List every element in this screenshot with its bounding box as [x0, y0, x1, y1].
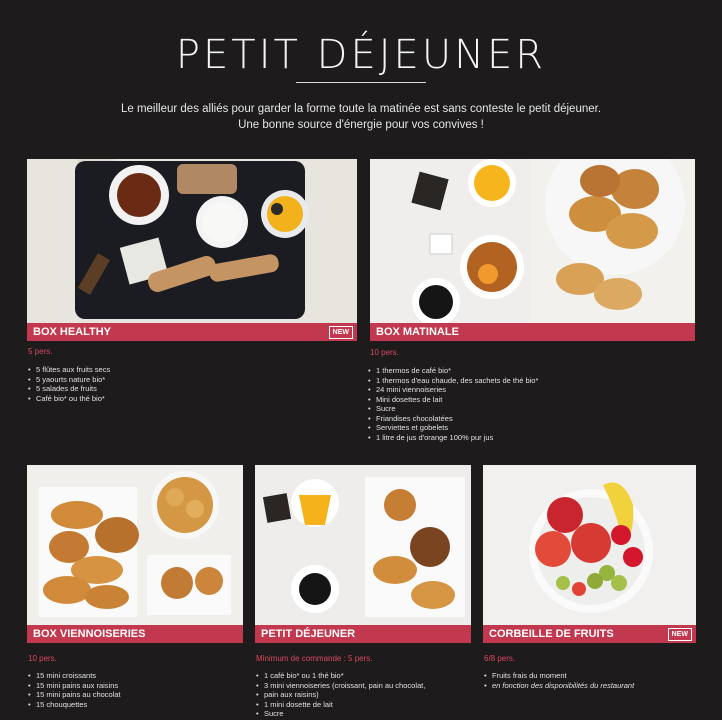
list-item: • 15 mini pains au chocolat	[27, 690, 243, 700]
list-item: • pain aux raisins)	[255, 690, 471, 700]
card-box-matinale[interactable]	[370, 159, 695, 341]
list-item: • 1 thermos d'eau chaude, des sachets de thé bio*	[367, 376, 697, 386]
list-item: • 15 mini pains aux raisins	[27, 681, 243, 691]
petit-dejeuner-image	[255, 465, 471, 625]
box-healthy-image	[27, 159, 357, 323]
card-box-healthy[interactable]	[27, 159, 357, 341]
list-item: • 5 flûtes aux fruits secs	[27, 365, 347, 375]
box-viennoiseries-items	[27, 671, 243, 709]
corbeille-items	[483, 671, 696, 690]
petit-dejeuner-photo	[255, 465, 471, 625]
list-item: • 1 mini dosette de lait	[255, 700, 471, 710]
list-item: • 15 mini croissants	[27, 671, 243, 681]
list-item: • Sucre	[255, 709, 471, 719]
title-underline	[296, 82, 426, 83]
list-item: • 1 thermos de café bio*	[367, 366, 697, 376]
intro-line-1: Le meilleur des alliés pour garder la forme toute la matinée est sans conteste le petit déjeuner.	[120, 103, 602, 115]
corbeille-title: CORBEILLE DE FRUITS	[489, 628, 614, 640]
petit-dejeuner-title: PETIT DÉJEUNER	[261, 628, 356, 640]
box-viennoiseries-photo	[27, 465, 243, 625]
box-viennoiseries-image	[27, 465, 243, 625]
corbeille-persons: 6/8 pers.	[484, 654, 516, 663]
box-healthy-persons: 5 pers.	[28, 347, 53, 356]
list-item: • 24 mini viennoiseries	[367, 385, 697, 395]
list-item: • Mini dosettes de lait	[367, 395, 697, 405]
card-corbeille-de-fruits[interactable]	[483, 465, 696, 643]
box-matinale-image	[370, 159, 695, 323]
intro-text	[60, 101, 662, 133]
list-item: • 15 chouquettes	[27, 700, 243, 710]
petit-dejeuner-banner	[255, 625, 471, 643]
list-item: • Sucre	[367, 404, 697, 414]
corbeille-image	[483, 465, 696, 625]
box-matinale-title: BOX MATINALE	[376, 326, 459, 338]
box-healthy-title: BOX HEALTHY	[33, 326, 112, 338]
box-matinale-photo	[370, 159, 695, 323]
list-item: • Café bio* ou thé bio*	[27, 394, 347, 404]
box-viennoiseries-title: BOX VIENNOISERIES	[33, 628, 146, 640]
new-badge: NEW	[329, 326, 353, 339]
box-matinale-persons: 10 pers.	[370, 348, 399, 357]
box-viennoiseries-banner	[27, 625, 243, 643]
box-matinale-banner	[370, 323, 695, 341]
corbeille-banner	[483, 625, 696, 643]
list-item: • en fonction des disponibilités du restaurant	[483, 681, 696, 691]
box-healthy-photo	[27, 159, 357, 323]
box-healthy-banner	[27, 323, 357, 341]
list-item: • 5 salades de fruits	[27, 384, 347, 394]
list-item: • 1 café bio* ou 1 thé bio*	[255, 671, 471, 681]
list-item: • 1 litre de jus d'orange 100% pur jus	[367, 433, 697, 443]
card-box-viennoiseries[interactable]	[27, 465, 243, 643]
box-matinale-items	[367, 366, 697, 442]
card-petit-dejeuner[interactable]	[255, 465, 471, 643]
new-badge: NEW	[668, 628, 692, 641]
list-item: • 5 yaourts nature bio*	[27, 375, 347, 385]
corbeille-photo	[483, 465, 696, 625]
list-item: • Fruits frais du moment	[483, 671, 696, 681]
list-item: • Serviettes et gobelets	[367, 423, 697, 433]
page-title: PETIT DÉJEUNER	[175, 32, 547, 78]
box-viennoiseries-persons: 10 pers.	[28, 654, 57, 663]
list-item: • Friandises chocolatées	[367, 414, 697, 424]
petit-dejeuner-persons: Minimum de commande : 5 pers.	[256, 654, 373, 663]
petit-dejeuner-items	[255, 671, 471, 719]
box-healthy-items	[27, 365, 347, 403]
intro-line-2: Une bonne source d'énergie pour vos convives !	[238, 119, 484, 131]
list-item: • 3 mini viennoiseries (croissant, pain au chocolat,	[255, 681, 471, 691]
